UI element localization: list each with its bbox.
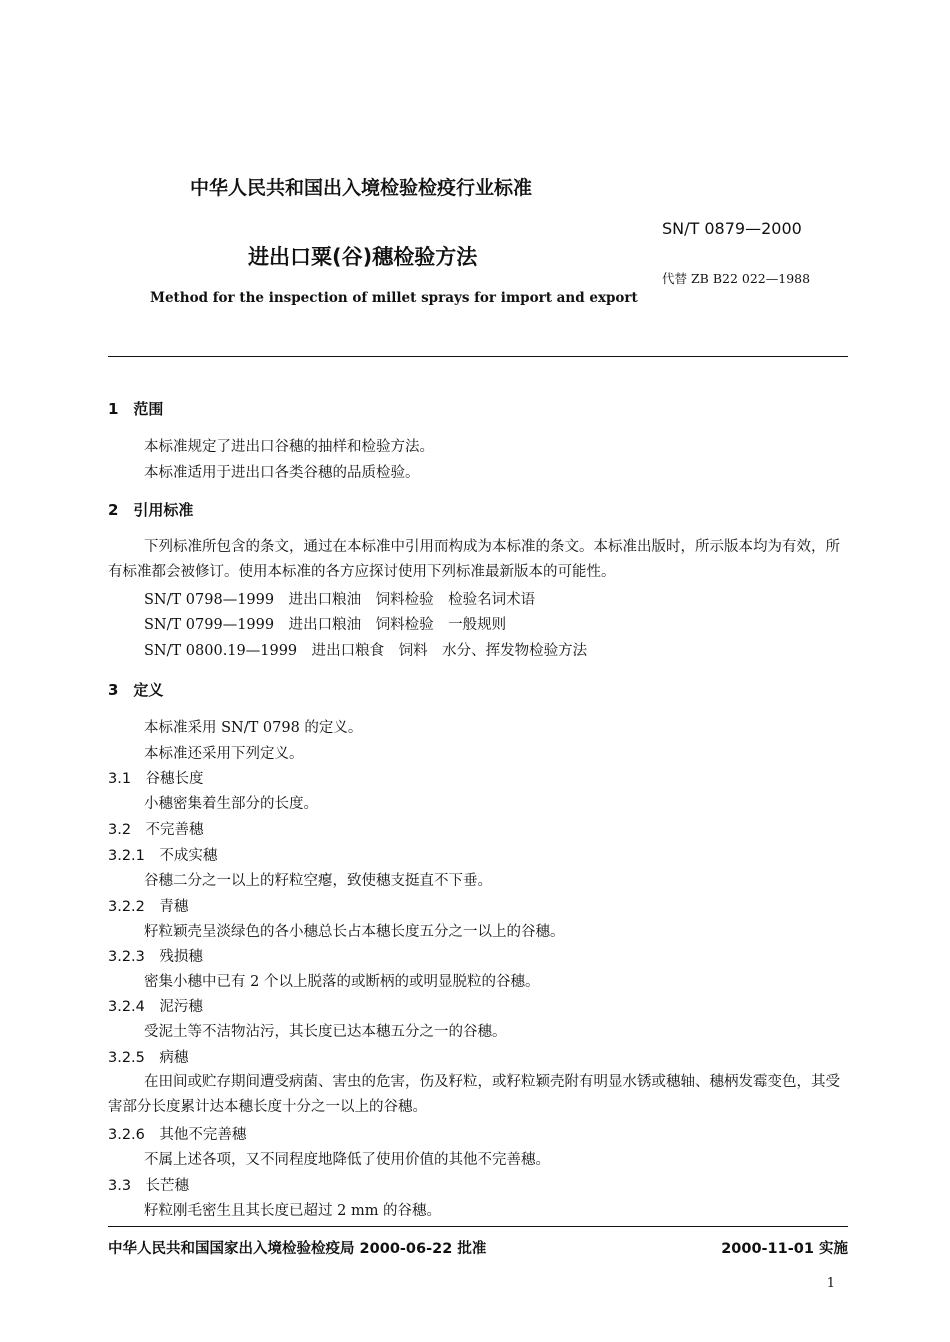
definition-3-3-title: 3.3 长芒穗 xyxy=(108,1178,190,1194)
definition-3-1-title: 3.1 谷穗长度 xyxy=(108,771,204,787)
section-1-para-1: 本标准规定了进出口谷穗的抽样和检验方法。 xyxy=(144,439,434,455)
definition-3-1-text: 小穗密集着生部分的长度。 xyxy=(144,796,318,812)
definition-3-2-1-text: 谷穗二分之一以上的籽粒空瘪，致使穗支挺直不下垂。 xyxy=(144,873,492,889)
standard-number: SN/T 0879—2000 xyxy=(662,219,802,238)
definition-3-2-3-title: 3.2.3 残损穗 xyxy=(108,949,203,965)
definition-3-2-6-title: 3.2.6 其他不完善穗 xyxy=(108,1127,247,1143)
footer-divider xyxy=(108,1226,848,1227)
section-3-para-2: 本标准还采用下列定义。 xyxy=(144,746,304,762)
definition-3-2-6-text: 不属上述各项，又不同程度地降低了使用价值的其他不完善穗。 xyxy=(144,1152,550,1168)
page-number: 1 xyxy=(826,1276,835,1291)
section-2-intro: 下列标准所包含的条文，通过在本标准中引用而构成为本标准的条文。本标准出版时，所示版本均为有效，所有标准都会被修订。使用本标准的各方应探讨使用下列标准最新版本的可能性。 xyxy=(108,539,840,580)
definition-3-2-4-text: 受泥土等不洁物沾污，其长度已达本穗五分之一的谷穗。 xyxy=(144,1024,507,1040)
industry-standard-title: 中华人民共和国出入境检验检疫行业标准 xyxy=(190,177,533,199)
replaces-standard: 代替 ZB B22 022—1988 xyxy=(662,271,811,286)
document-title-cn: 进出口粟(谷)穗检验方法 xyxy=(248,245,478,269)
reference-item: SN/T 0799—1999 进出口粮油 饲料检验 一般规则 xyxy=(144,617,507,633)
section-3-para-1: 本标准采用 SN/T 0798 的定义。 xyxy=(144,720,363,736)
section-3-heading: 3 定义 xyxy=(108,681,164,699)
definition-3-3-text: 籽粒刚毛密生且其长度已超过 2 mm 的谷穗。 xyxy=(144,1203,442,1219)
reference-item: SN/T 0800.19—1999 进出口粮食 饲料 水分、挥发物检验方法 xyxy=(144,643,588,659)
effective-date: 2000-11-01 实施 xyxy=(721,1241,848,1257)
definition-3-2-3-text: 密集小穗中已有 2 个以上脱落的或断柄的或明显脱粒的谷穗。 xyxy=(144,974,540,990)
definition-3-2-5-text: 在田间或贮存期间遭受病菌、害虫的危害，伤及籽粒，或籽粒颖壳附有明显水锈或穗轴、穗柄发霉变色，其受害部分长度累计达本穗长度十分之一以上的谷穗。 xyxy=(108,1074,840,1115)
section-1-para-2: 本标准适用于进出口各类谷穗的品质检验。 xyxy=(144,465,420,481)
header-divider xyxy=(108,356,848,357)
approval-line: 中华人民共和国国家出入境检验检疫局 2000-06-22 批准 xyxy=(108,1241,487,1257)
definition-3-2-2-text: 籽粒颖壳呈淡绿色的各小穗总长占本穗长度五分之一以上的谷穗。 xyxy=(144,924,565,940)
document-title-en: Method for the inspection of millet sprays for import and export xyxy=(150,290,638,306)
definition-3-2-title: 3.2 不完善穗 xyxy=(108,822,204,838)
section-1-heading: 1 范围 xyxy=(108,400,164,418)
reference-item: SN/T 0798—1999 进出口粮油 饲料检验 检验名词术语 xyxy=(144,592,536,608)
definition-3-2-2-title: 3.2.2 青穗 xyxy=(108,899,189,915)
section-2-heading: 2 引用标准 xyxy=(108,501,194,519)
definition-3-2-5-title: 3.2.5 病穗 xyxy=(108,1050,189,1066)
definition-3-2-1-title: 3.2.1 不成实穗 xyxy=(108,848,218,864)
definition-3-2-4-title: 3.2.4 泥污穗 xyxy=(108,999,203,1015)
